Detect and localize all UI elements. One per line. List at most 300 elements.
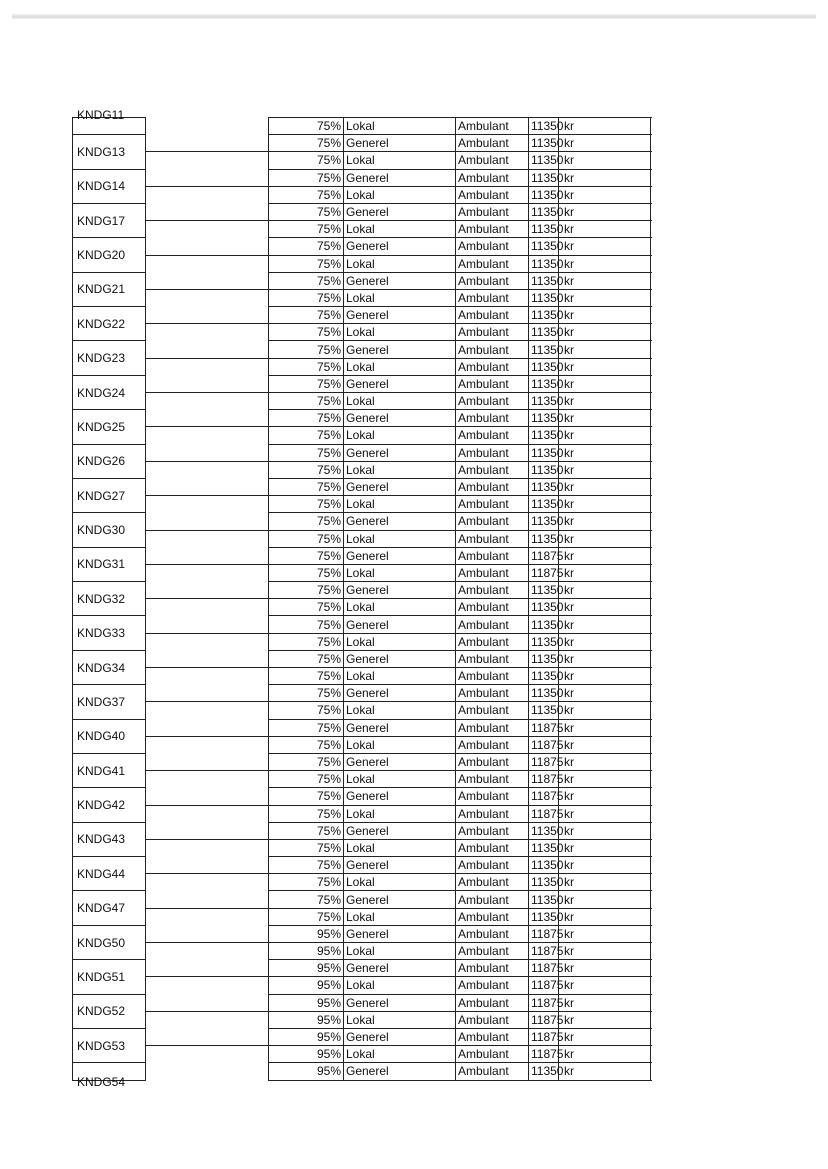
table-row bbox=[73, 771, 651, 788]
mode-cell: Ambulant bbox=[456, 753, 529, 770]
unit-cell: kr bbox=[559, 1063, 651, 1080]
group-code-cell: KNDG51 bbox=[73, 960, 146, 994]
percent-cell: 75% bbox=[269, 668, 344, 685]
group-code-cell bbox=[73, 108, 146, 135]
mode-cell: Ambulant bbox=[456, 977, 529, 994]
table-row bbox=[73, 650, 651, 667]
blank-cell bbox=[146, 238, 269, 255]
type-cell: Generel bbox=[344, 272, 456, 289]
quantity-cell: 11350 bbox=[529, 118, 559, 135]
percent-cell: 95% bbox=[269, 1063, 344, 1080]
type-cell: Generel bbox=[344, 753, 456, 770]
unit-cell: kr bbox=[559, 272, 651, 289]
mode-cell: Ambulant bbox=[456, 152, 529, 169]
blank-cell bbox=[146, 169, 269, 186]
blank-cell bbox=[146, 461, 269, 478]
blank-cell bbox=[146, 1063, 269, 1080]
group-code-cell: KNDG23 bbox=[73, 341, 146, 375]
percent-cell: 75% bbox=[269, 530, 344, 547]
blank-cell bbox=[146, 925, 269, 942]
mode-cell: Ambulant bbox=[456, 307, 529, 324]
unit-cell: kr bbox=[559, 839, 651, 856]
mode-cell: Ambulant bbox=[456, 736, 529, 753]
type-cell: Generel bbox=[344, 169, 456, 186]
table-row bbox=[73, 118, 651, 135]
percent-cell: 75% bbox=[269, 186, 344, 203]
table-row bbox=[73, 289, 651, 306]
blank-cell bbox=[146, 891, 269, 908]
type-cell: Generel bbox=[344, 341, 456, 358]
quantity-cell: 11875 bbox=[529, 547, 559, 564]
percent-cell: 75% bbox=[269, 461, 344, 478]
quantity-cell: 11350 bbox=[529, 478, 559, 495]
blank-cell bbox=[146, 135, 269, 152]
blank-cell bbox=[146, 582, 269, 599]
blank-cell bbox=[146, 289, 269, 306]
percent-cell: 75% bbox=[269, 891, 344, 908]
mode-cell: Ambulant bbox=[456, 891, 529, 908]
unit-cell: kr bbox=[559, 857, 651, 874]
blank-cell bbox=[146, 960, 269, 977]
mode-cell: Ambulant bbox=[456, 599, 529, 616]
table-row bbox=[73, 375, 651, 392]
blank-cell bbox=[146, 272, 269, 289]
type-cell: Lokal bbox=[344, 152, 456, 169]
percent-cell: 95% bbox=[269, 960, 344, 977]
table-row bbox=[73, 805, 651, 822]
quantity-cell: 11350 bbox=[529, 702, 559, 719]
group-code-cell: KNDG33 bbox=[73, 616, 146, 650]
mode-cell: Ambulant bbox=[456, 530, 529, 547]
percent-cell: 75% bbox=[269, 341, 344, 358]
group-code-cell: KNDG30 bbox=[73, 513, 146, 547]
table-row bbox=[73, 943, 651, 960]
table-row bbox=[73, 822, 651, 839]
quantity-cell: 11875 bbox=[529, 788, 559, 805]
mode-cell: Ambulant bbox=[456, 427, 529, 444]
unit-cell: kr bbox=[559, 547, 651, 564]
percent-cell: 75% bbox=[269, 358, 344, 375]
blank-cell bbox=[146, 530, 269, 547]
type-cell: Generel bbox=[344, 203, 456, 220]
blank-cell bbox=[146, 857, 269, 874]
mode-cell: Ambulant bbox=[456, 169, 529, 186]
mode-cell: Ambulant bbox=[456, 960, 529, 977]
table-row bbox=[73, 1063, 651, 1080]
blank-cell bbox=[146, 1046, 269, 1063]
table-row bbox=[73, 788, 651, 805]
group-code-cell: KNDG21 bbox=[73, 272, 146, 306]
type-cell: Generel bbox=[344, 547, 456, 564]
group-code-cell: KNDG14 bbox=[73, 169, 146, 203]
mode-cell: Ambulant bbox=[456, 444, 529, 461]
percent-cell: 95% bbox=[269, 977, 344, 994]
group-code-cell: KNDG37 bbox=[73, 685, 146, 719]
table-row bbox=[73, 513, 651, 530]
table-row bbox=[73, 238, 651, 255]
mode-cell: Ambulant bbox=[456, 393, 529, 410]
percent-cell: 75% bbox=[269, 478, 344, 495]
blank-cell bbox=[146, 977, 269, 994]
quantity-cell: 11350 bbox=[529, 186, 559, 203]
quantity-cell: 11875 bbox=[529, 943, 559, 960]
percent-cell: 75% bbox=[269, 496, 344, 513]
table-row bbox=[73, 564, 651, 581]
table-row bbox=[73, 668, 651, 685]
group-code-cell: KNDG52 bbox=[73, 994, 146, 1028]
percent-cell: 75% bbox=[269, 547, 344, 564]
type-cell: Lokal bbox=[344, 530, 456, 547]
type-cell: Lokal bbox=[344, 599, 456, 616]
quantity-cell: 11350 bbox=[529, 238, 559, 255]
type-cell: Lokal bbox=[344, 908, 456, 925]
type-cell: Lokal bbox=[344, 324, 456, 341]
type-cell: Lokal bbox=[344, 358, 456, 375]
table-row bbox=[73, 582, 651, 599]
mode-cell: Ambulant bbox=[456, 358, 529, 375]
group-code-cell: KNDG24 bbox=[73, 375, 146, 409]
type-cell: Generel bbox=[344, 857, 456, 874]
type-cell: Lokal bbox=[344, 702, 456, 719]
unit-cell: kr bbox=[559, 650, 651, 667]
unit-cell: kr bbox=[559, 960, 651, 977]
quantity-cell: 11350 bbox=[529, 891, 559, 908]
table-row bbox=[73, 1011, 651, 1028]
unit-cell: kr bbox=[559, 925, 651, 942]
quantity-cell: 11875 bbox=[529, 753, 559, 770]
unit-cell: kr bbox=[559, 943, 651, 960]
blank-cell bbox=[146, 753, 269, 770]
quantity-cell: 11350 bbox=[529, 135, 559, 152]
unit-cell: kr bbox=[559, 289, 651, 306]
unit-cell: kr bbox=[559, 135, 651, 152]
quantity-cell: 11875 bbox=[529, 1028, 559, 1045]
percent-cell: 95% bbox=[269, 1011, 344, 1028]
blank-cell bbox=[146, 307, 269, 324]
percent-cell: 75% bbox=[269, 324, 344, 341]
type-cell: Lokal bbox=[344, 427, 456, 444]
table-row bbox=[73, 410, 651, 427]
type-cell: Lokal bbox=[344, 118, 456, 135]
mode-cell: Ambulant bbox=[456, 685, 529, 702]
percent-cell: 95% bbox=[269, 943, 344, 960]
mode-cell: Ambulant bbox=[456, 203, 529, 220]
unit-cell: kr bbox=[559, 238, 651, 255]
type-cell: Generel bbox=[344, 513, 456, 530]
quantity-cell: 11875 bbox=[529, 1046, 559, 1063]
group-code-cell: KNDG53 bbox=[73, 1028, 146, 1062]
blank-cell bbox=[146, 324, 269, 341]
unit-cell: kr bbox=[559, 788, 651, 805]
quantity-cell: 11875 bbox=[529, 805, 559, 822]
blank-cell bbox=[146, 908, 269, 925]
mode-cell: Ambulant bbox=[456, 1046, 529, 1063]
type-cell: Lokal bbox=[344, 736, 456, 753]
mode-cell: Ambulant bbox=[456, 668, 529, 685]
type-cell: Generel bbox=[344, 994, 456, 1011]
percent-cell: 75% bbox=[269, 272, 344, 289]
table-row bbox=[73, 1028, 651, 1045]
type-cell: Generel bbox=[344, 410, 456, 427]
type-cell: Lokal bbox=[344, 186, 456, 203]
quantity-cell: 11350 bbox=[529, 272, 559, 289]
mode-cell: Ambulant bbox=[456, 582, 529, 599]
type-cell: Lokal bbox=[344, 943, 456, 960]
type-cell: Lokal bbox=[344, 1011, 456, 1028]
type-cell: Generel bbox=[344, 891, 456, 908]
type-cell: Lokal bbox=[344, 461, 456, 478]
mode-cell: Ambulant bbox=[456, 496, 529, 513]
unit-cell: kr bbox=[559, 616, 651, 633]
quantity-cell: 11350 bbox=[529, 650, 559, 667]
mode-cell: Ambulant bbox=[456, 874, 529, 891]
blank-cell bbox=[146, 358, 269, 375]
blank-cell bbox=[146, 478, 269, 495]
blank-cell bbox=[146, 650, 269, 667]
table-row bbox=[73, 496, 651, 513]
table-row bbox=[73, 753, 651, 770]
quantity-cell: 11350 bbox=[529, 169, 559, 186]
type-cell: Lokal bbox=[344, 564, 456, 581]
group-code-cell: KNDG22 bbox=[73, 307, 146, 341]
group-code-cell: KNDG32 bbox=[73, 582, 146, 616]
quantity-cell: 11350 bbox=[529, 1063, 559, 1080]
type-cell: Generel bbox=[344, 375, 456, 392]
table-row bbox=[73, 393, 651, 410]
mode-cell: Ambulant bbox=[456, 272, 529, 289]
unit-cell: kr bbox=[559, 307, 651, 324]
group-code-cell: KNDG27 bbox=[73, 478, 146, 512]
blank-cell bbox=[146, 943, 269, 960]
unit-cell: kr bbox=[559, 874, 651, 891]
percent-cell: 75% bbox=[269, 221, 344, 238]
quantity-cell: 11350 bbox=[529, 599, 559, 616]
quantity-cell: 11350 bbox=[529, 255, 559, 272]
percent-cell: 75% bbox=[269, 307, 344, 324]
blank-cell bbox=[146, 427, 269, 444]
unit-cell: kr bbox=[559, 393, 651, 410]
mode-cell: Ambulant bbox=[456, 410, 529, 427]
blank-cell bbox=[146, 702, 269, 719]
quantity-cell: 11350 bbox=[529, 668, 559, 685]
mode-cell: Ambulant bbox=[456, 943, 529, 960]
mode-cell: Ambulant bbox=[456, 238, 529, 255]
quantity-cell: 11350 bbox=[529, 341, 559, 358]
quantity-cell: 11350 bbox=[529, 152, 559, 169]
quantity-cell: 11350 bbox=[529, 839, 559, 856]
percent-cell: 75% bbox=[269, 908, 344, 925]
group-code-cell: KNDG20 bbox=[73, 238, 146, 272]
quantity-cell: 11350 bbox=[529, 582, 559, 599]
mode-cell: Ambulant bbox=[456, 633, 529, 650]
table-row bbox=[73, 135, 651, 152]
group-code-cell: KNDG31 bbox=[73, 547, 146, 581]
table-row bbox=[73, 324, 651, 341]
blank-cell bbox=[146, 513, 269, 530]
table-row bbox=[73, 685, 651, 702]
table-row bbox=[73, 702, 651, 719]
unit-cell: kr bbox=[559, 152, 651, 169]
table-row bbox=[73, 994, 651, 1011]
table-row bbox=[73, 307, 651, 324]
unit-cell: kr bbox=[559, 513, 651, 530]
unit-cell: kr bbox=[559, 1028, 651, 1045]
quantity-cell: 11350 bbox=[529, 393, 559, 410]
mode-cell: Ambulant bbox=[456, 375, 529, 392]
partial-code-text: KNDG54 bbox=[77, 1074, 126, 1089]
percent-cell: 75% bbox=[269, 685, 344, 702]
percent-cell: 75% bbox=[269, 822, 344, 839]
quantity-cell: 11875 bbox=[529, 736, 559, 753]
percent-cell: 95% bbox=[269, 1028, 344, 1045]
type-cell: Lokal bbox=[344, 668, 456, 685]
blank-cell bbox=[146, 839, 269, 856]
quantity-cell: 11350 bbox=[529, 513, 559, 530]
blank-cell bbox=[146, 994, 269, 1011]
table-row bbox=[73, 203, 651, 220]
type-cell: Generel bbox=[344, 719, 456, 736]
scan-edge bbox=[12, 14, 816, 19]
quantity-cell: 11875 bbox=[529, 994, 559, 1011]
percent-cell: 75% bbox=[269, 152, 344, 169]
table-row bbox=[73, 599, 651, 616]
quantity-cell: 11350 bbox=[529, 874, 559, 891]
percent-cell: 75% bbox=[269, 410, 344, 427]
mode-cell: Ambulant bbox=[456, 341, 529, 358]
quantity-cell: 11350 bbox=[529, 530, 559, 547]
type-cell: Lokal bbox=[344, 977, 456, 994]
percent-cell: 75% bbox=[269, 393, 344, 410]
blank-cell bbox=[146, 599, 269, 616]
type-cell: Generel bbox=[344, 1028, 456, 1045]
group-code-cell: KNDG43 bbox=[73, 822, 146, 856]
percent-cell: 75% bbox=[269, 736, 344, 753]
unit-cell: kr bbox=[559, 599, 651, 616]
blank-cell bbox=[146, 547, 269, 564]
group-code-cell: KNDG42 bbox=[73, 788, 146, 822]
unit-cell: kr bbox=[559, 358, 651, 375]
quantity-cell: 11350 bbox=[529, 307, 559, 324]
type-cell: Lokal bbox=[344, 805, 456, 822]
unit-cell: kr bbox=[559, 633, 651, 650]
mode-cell: Ambulant bbox=[456, 857, 529, 874]
percent-cell: 75% bbox=[269, 118, 344, 135]
type-cell: Lokal bbox=[344, 496, 456, 513]
price-table bbox=[72, 108, 651, 1089]
unit-cell: kr bbox=[559, 771, 651, 788]
table-row bbox=[73, 427, 651, 444]
unit-cell: kr bbox=[559, 186, 651, 203]
unit-cell: kr bbox=[559, 994, 651, 1011]
unit-cell: kr bbox=[559, 977, 651, 994]
blank-cell bbox=[146, 719, 269, 736]
mode-cell: Ambulant bbox=[456, 719, 529, 736]
percent-cell: 75% bbox=[269, 839, 344, 856]
type-cell: Generel bbox=[344, 582, 456, 599]
mode-cell: Ambulant bbox=[456, 461, 529, 478]
table-row bbox=[73, 255, 651, 272]
quantity-cell: 11350 bbox=[529, 358, 559, 375]
blank-cell bbox=[146, 255, 269, 272]
unit-cell: kr bbox=[559, 736, 651, 753]
unit-cell: kr bbox=[559, 668, 651, 685]
quantity-cell: 11350 bbox=[529, 461, 559, 478]
unit-cell: kr bbox=[559, 685, 651, 702]
blank-cell bbox=[146, 788, 269, 805]
mode-cell: Ambulant bbox=[456, 1028, 529, 1045]
type-cell: Generel bbox=[344, 960, 456, 977]
table-row bbox=[73, 891, 651, 908]
blank-cell bbox=[146, 186, 269, 203]
mode-cell: Ambulant bbox=[456, 547, 529, 564]
type-cell: Generel bbox=[344, 307, 456, 324]
blank-cell bbox=[146, 496, 269, 513]
percent-cell: 95% bbox=[269, 994, 344, 1011]
mode-cell: Ambulant bbox=[456, 118, 529, 135]
quantity-cell: 11350 bbox=[529, 908, 559, 925]
unit-cell: kr bbox=[559, 719, 651, 736]
table-row bbox=[73, 478, 651, 495]
group-code-cell: KNDG40 bbox=[73, 719, 146, 753]
mode-cell: Ambulant bbox=[456, 221, 529, 238]
blank-cell bbox=[146, 393, 269, 410]
quantity-cell: 11350 bbox=[529, 444, 559, 461]
table-row bbox=[73, 874, 651, 891]
unit-cell: kr bbox=[559, 410, 651, 427]
type-cell: Lokal bbox=[344, 255, 456, 272]
unit-cell: kr bbox=[559, 1046, 651, 1063]
type-cell: Generel bbox=[344, 444, 456, 461]
quantity-cell: 11350 bbox=[529, 221, 559, 238]
quantity-cell: 11350 bbox=[529, 289, 559, 306]
table-row bbox=[73, 272, 651, 289]
unit-cell: kr bbox=[559, 496, 651, 513]
percent-cell: 75% bbox=[269, 289, 344, 306]
table-row bbox=[73, 169, 651, 186]
mode-cell: Ambulant bbox=[456, 994, 529, 1011]
quantity-cell: 11875 bbox=[529, 771, 559, 788]
unit-cell: kr bbox=[559, 444, 651, 461]
percent-cell: 75% bbox=[269, 255, 344, 272]
table-row bbox=[73, 977, 651, 994]
unit-cell: kr bbox=[559, 564, 651, 581]
mode-cell: Ambulant bbox=[456, 805, 529, 822]
mode-cell: Ambulant bbox=[456, 255, 529, 272]
quantity-cell: 11350 bbox=[529, 427, 559, 444]
mode-cell: Ambulant bbox=[456, 186, 529, 203]
percent-cell: 75% bbox=[269, 616, 344, 633]
quantity-cell: 11350 bbox=[529, 616, 559, 633]
percent-cell: 75% bbox=[269, 753, 344, 770]
table-row bbox=[73, 444, 651, 461]
table-row bbox=[73, 530, 651, 547]
price-table-sheet bbox=[72, 108, 650, 1089]
table-row bbox=[73, 925, 651, 942]
mode-cell: Ambulant bbox=[456, 564, 529, 581]
type-cell: Generel bbox=[344, 478, 456, 495]
percent-cell: 75% bbox=[269, 513, 344, 530]
mode-cell: Ambulant bbox=[456, 1063, 529, 1080]
unit-cell: kr bbox=[559, 221, 651, 238]
unit-cell: kr bbox=[559, 324, 651, 341]
unit-cell: kr bbox=[559, 478, 651, 495]
blank-cell bbox=[146, 874, 269, 891]
quantity-cell: 11875 bbox=[529, 925, 559, 942]
mode-cell: Ambulant bbox=[456, 324, 529, 341]
percent-cell: 75% bbox=[269, 238, 344, 255]
quantity-cell: 11875 bbox=[529, 977, 559, 994]
mode-cell: Ambulant bbox=[456, 839, 529, 856]
